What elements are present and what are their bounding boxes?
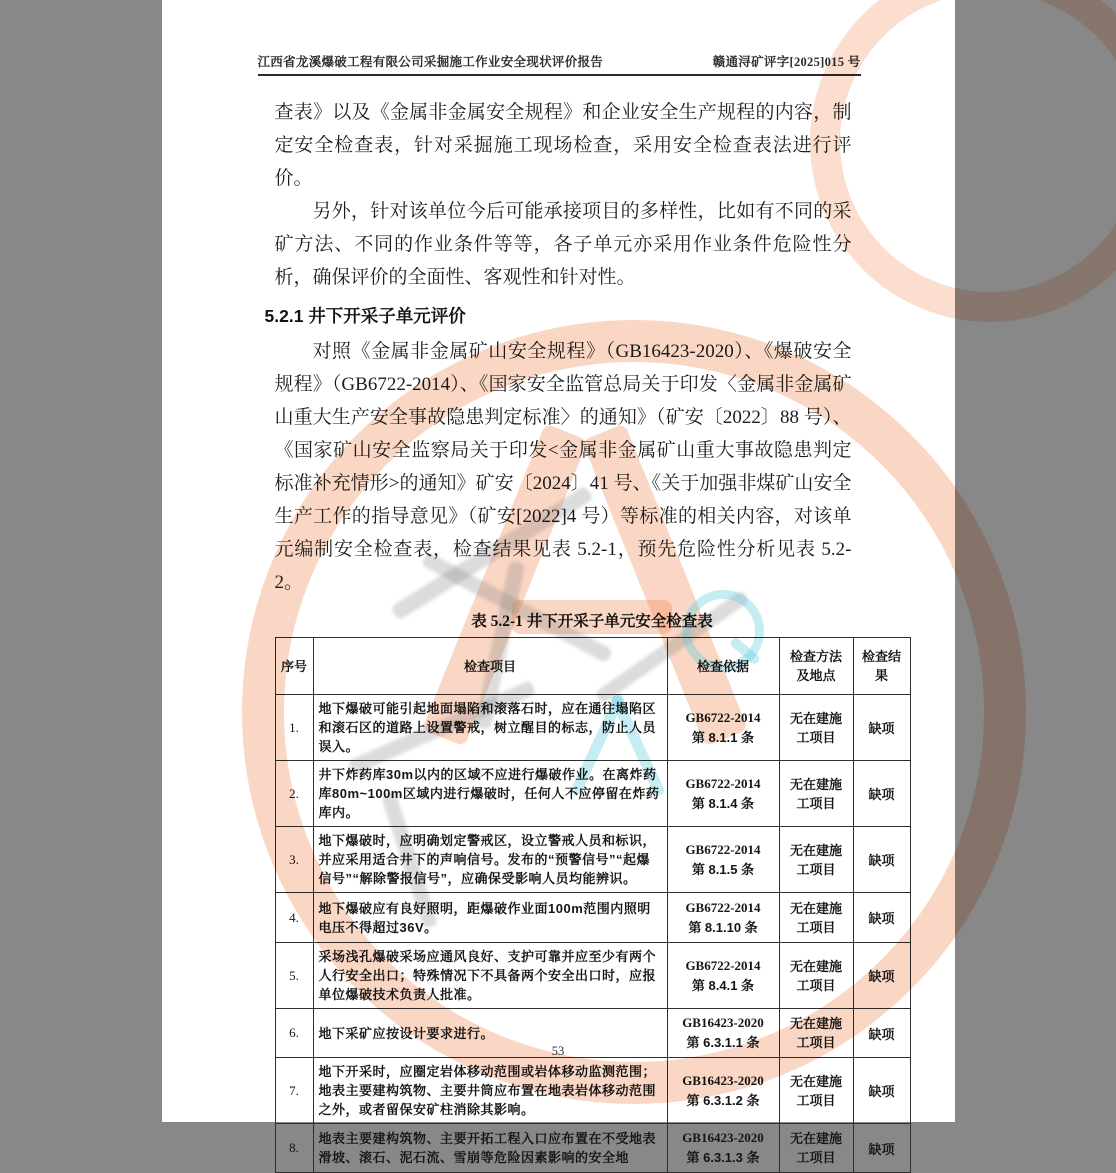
cell-index: 6. [275, 1009, 313, 1058]
cell-check-basis: GB16423-2020 第 6.3.1.2 条 [667, 1058, 779, 1124]
section-heading-5-2-1: 5.2.1 井下开采子单元评价 [265, 303, 852, 328]
paragraph-method-diversity: 另外，针对该单位今后可能承接项目的多样性，比如有不同的采矿方法、不同的作业条件等等，各子单元亦采用作业条件危险性分析，确保评价的全面性、客观性和针对性。 [275, 195, 852, 294]
cell-index: 2. [275, 761, 313, 827]
cell-check-basis: GB6722-2014 第 8.1.4 条 [667, 761, 779, 827]
cell-check-basis: GB6722-2014 第 8.4.1 条 [667, 943, 779, 1009]
cell-check-result: 缺项 [853, 1009, 910, 1058]
cell-check-item: 地下爆破可能引起地面塌陷和滚落石时，应在通往塌陷区和滚石区的道路上设置警戒，树立醒目的标志，防止人员误入。 [313, 695, 667, 761]
cell-check-basis: GB16423-2020 第 6.3.1.1 条 [667, 1009, 779, 1058]
cell-check-result: 缺项 [853, 1124, 910, 1173]
cell-index: 4. [275, 893, 313, 943]
page-number: 53 [162, 1044, 955, 1059]
table-row [275, 761, 910, 827]
column-header-check-basis: 检查依据 [667, 638, 779, 695]
cell-check-result: 缺项 [853, 943, 910, 1009]
table-row [275, 943, 910, 1009]
cell-check-method: 无在建施工项目 [779, 827, 853, 893]
cell-check-method: 无在建施工项目 [779, 1124, 853, 1173]
cell-check-basis: GB6722-2014 第 8.1.10 条 [667, 893, 779, 943]
cell-index: 3. [275, 827, 313, 893]
header-report-title: 江西省龙溪爆破工程有限公司采掘施工作业安全现状评价报告 [258, 52, 604, 70]
cell-check-result: 缺项 [853, 761, 910, 827]
table-row [275, 1124, 910, 1173]
page-content [275, 96, 852, 1173]
cell-check-method: 无在建施工项目 [779, 893, 853, 943]
cell-index: 1. [275, 695, 313, 761]
column-header-check-method: 检查方法及地点 [779, 638, 853, 695]
column-header-index: 序号 [275, 638, 313, 695]
page-header [258, 52, 861, 76]
cell-check-item: 采场浅孔爆破采场应通风良好、支护可靠并应至少有两个人行安全出口；特殊情况下不具备两个安全出口时，应报单位爆破技术负责人批准。 [313, 943, 667, 1009]
table-row [275, 1058, 910, 1124]
safety-checklist-table [275, 637, 911, 1173]
cell-check-method: 无在建施工项目 [779, 943, 853, 1009]
cell-check-result: 缺项 [853, 695, 910, 761]
column-header-check-result: 检查结果 [853, 638, 910, 695]
table-row [275, 893, 910, 943]
cell-check-result: 缺项 [853, 893, 910, 943]
report-page [162, 0, 955, 1122]
cell-check-basis: GB6722-2014 第 8.1.5 条 [667, 827, 779, 893]
cell-check-item: 地下爆破时，应明确划定警戒区，设立警戒人员和标识，并应采用适合井下的声响信号。发布的“预警信号”“起爆信号”“解除警报信号”，应确保受影响人员均能辨识。 [313, 827, 667, 893]
cell-check-item: 地下采矿应按设计要求进行。 [313, 1009, 667, 1058]
cell-check-item: 地下爆破应有良好照明，距爆破作业面100m范围内照明电压不得超过36V。 [313, 893, 667, 943]
column-header-check-item: 检查项目 [313, 638, 667, 695]
checklist-body [275, 695, 910, 1173]
cell-check-basis: GB16423-2020 第 6.3.1.3 条 [667, 1124, 779, 1173]
table-row [275, 827, 910, 893]
cell-check-basis: GB6722-2014 第 8.1.1 条 [667, 695, 779, 761]
cell-check-method: 无在建施工项目 [779, 1009, 853, 1058]
cell-index: 5. [275, 943, 313, 1009]
cell-check-method: 无在建施工项目 [779, 1058, 853, 1124]
cell-check-method: 无在建施工项目 [779, 761, 853, 827]
cell-check-item: 地表主要建构筑物、主要开拓工程入口应布置在不受地表滑坡、滚石、泥石流、雪崩等危险因素影响的安全地 [313, 1124, 667, 1173]
table-header-row [275, 638, 910, 695]
table-row [275, 695, 910, 761]
cell-check-item: 井下炸药库30m以内的区域不应进行爆破作业。在离炸药库80m~100m区域内进行爆破时，任何人不应停留在炸药库内。 [313, 761, 667, 827]
cell-index: 8. [275, 1124, 313, 1173]
paragraph-continuation: 查表》以及《金属非金属安全规程》和企业安全生产规程的内容，制定安全检查表，针对采掘施工现场检查，采用安全检查表法进行评价。 [275, 96, 852, 195]
header-doc-number: 赣通浔矿评字[2025]015 号 [713, 52, 861, 70]
cell-check-item: 地下开采时，应圈定岩体移动范围或岩体移动监测范围；地表主要建构筑物、主要井筒应布置在地表岩体移动范围之外，或者留保安矿柱消除其影响。 [313, 1058, 667, 1124]
cell-index: 7. [275, 1058, 313, 1124]
corner-stamp-ring-watermark [810, 0, 1116, 322]
cell-check-method: 无在建施工项目 [779, 695, 853, 761]
table-caption: 表 5.2-1 井下开采子单元安全检查表 [275, 609, 910, 631]
paragraph-standards-list: 对照《金属非金属矿山安全规程》（GB16423-2020）、《爆破安全规程》（GB6722-2014）、《国家安全监管总局关于印发〈金属非金属矿山重大生产安全事故隐患判定标准〉的通知》（矿安〔2022〕88 号）、《国家矿山安全监察局关于印发<金属非金属矿山重大事故隐患判定标准补充情形>的通知》矿安〔2024〕41 号、《关于加强非煤矿山安全生产工作的指导意见》（矿安[2022]4 号）等标准的相关内容，对该单元编制安全检查表，检查结果见表 5.2-1，预先危险性分析见表 5.2-2。 [275, 335, 852, 599]
cell-check-result: 缺项 [853, 827, 910, 893]
cell-check-result: 缺项 [853, 1058, 910, 1124]
